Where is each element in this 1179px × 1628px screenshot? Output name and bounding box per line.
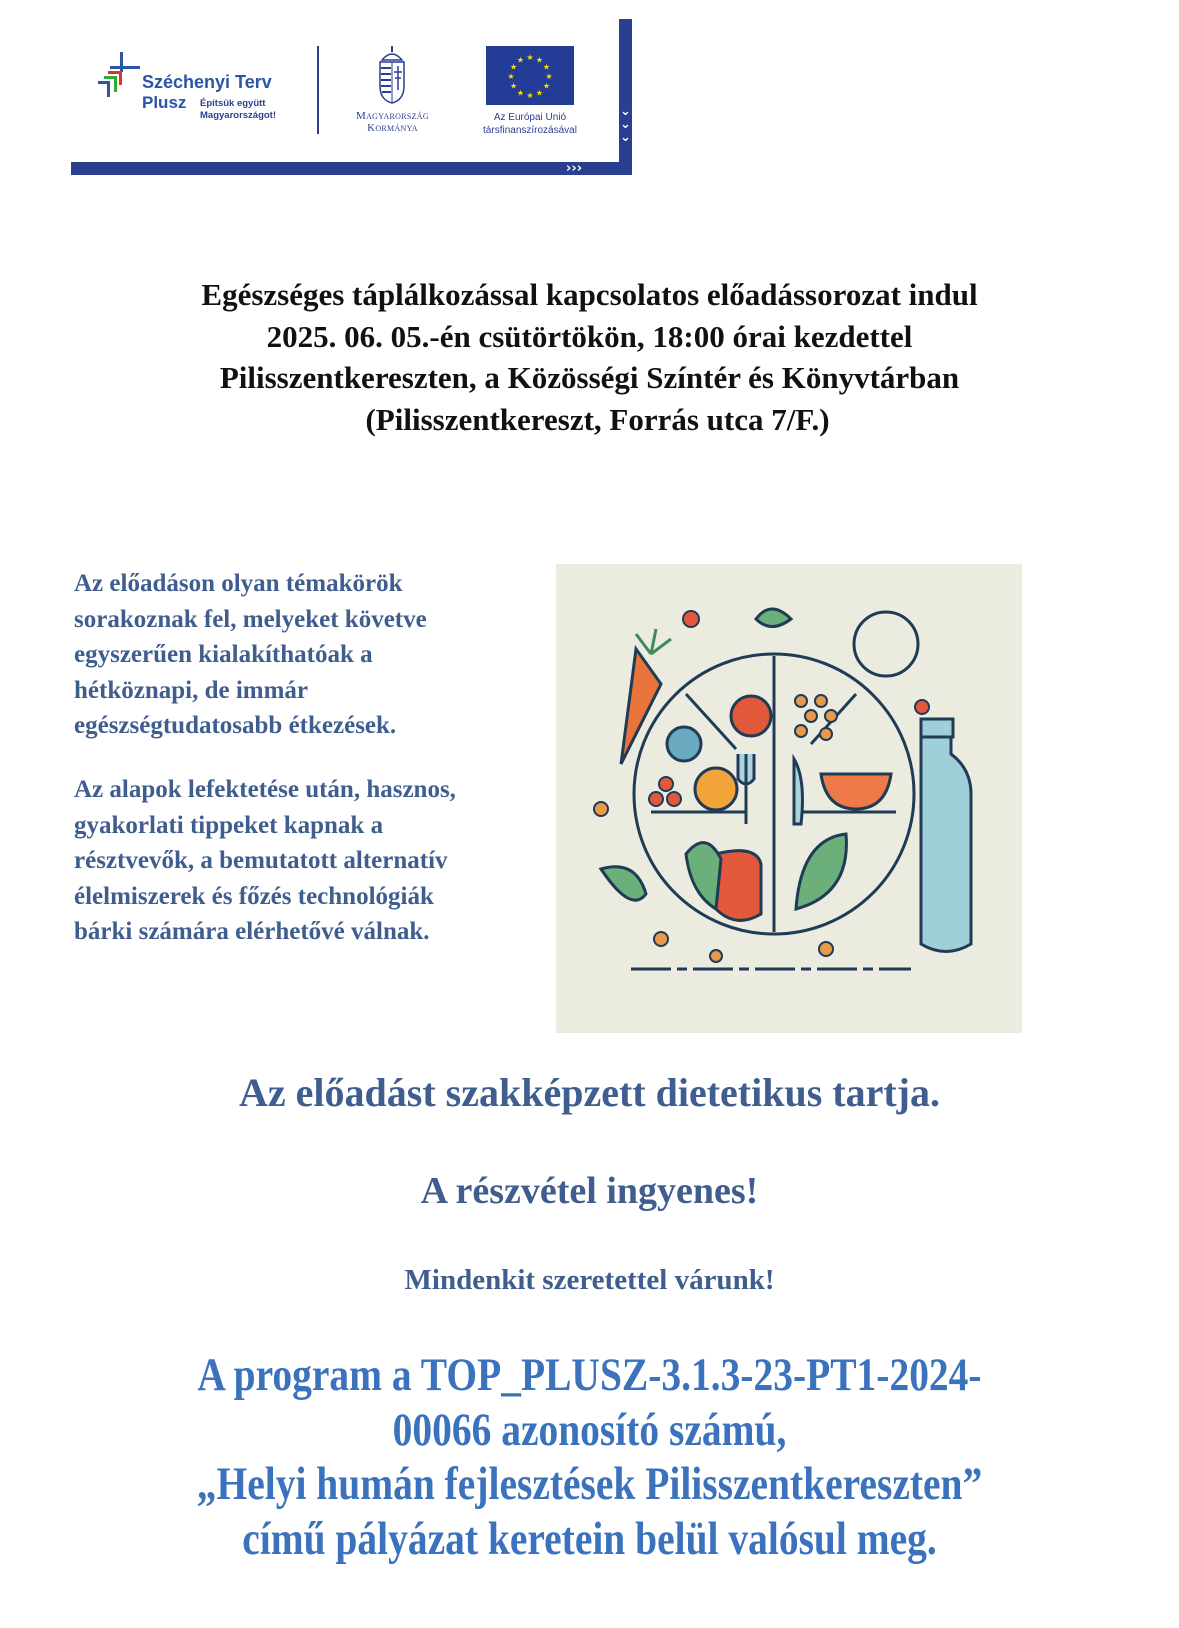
dietitian-note: Az előadást szakképzett dietetikus tartja.	[239, 1070, 940, 1115]
eu-star-icon: ★	[507, 72, 515, 81]
eu-flag-icon	[486, 46, 574, 105]
title-line: (Pilisszentkereszt, Forrás utca 7/F.)	[365, 401, 830, 437]
government-logo-text	[340, 110, 445, 134]
paragraph-line: egyszerűen kialakíthatóak a	[74, 641, 373, 668]
szechenyi-slogan	[200, 98, 276, 122]
paragraph-line: bárki számára elérhetővé válnak.	[74, 918, 430, 945]
title-line: 2025. 06. 05.-én csütörtökön, 18:00 órai kezdettel	[266, 318, 913, 354]
slogan-line: Építsük együtt	[200, 98, 266, 109]
intro-paragraph	[74, 566, 554, 744]
chevron-right-icons: ›››	[566, 161, 583, 176]
eu-star-icon: ★	[526, 91, 534, 100]
plate-icon	[556, 564, 1022, 1033]
eu-cofinance-text	[465, 111, 595, 137]
eu-star-icon: ★	[509, 62, 518, 72]
tips-paragraph	[74, 772, 554, 950]
paragraph-line: résztvevők, a bemutatott alternatív	[74, 847, 448, 874]
eu-star-icon: ★	[545, 72, 553, 81]
paragraph-line: Az alapok lefektetése után, hasznos,	[74, 776, 456, 803]
title-line: Pilisszentkereszten, a Közösségi Színtér és Könyvtárban	[219, 360, 960, 395]
paragraph-line: Az előadáson olyan témakörök	[74, 570, 403, 597]
program-line: „Helyi humán fejlesztések Pilisszentkereszten”	[196, 1458, 983, 1510]
eu-star-icon: ★	[509, 81, 518, 91]
program-line: A program a TOP_PLUSZ-3.1.3-23-PT1-2024-	[197, 1349, 982, 1401]
eu-star-icon: ★	[516, 55, 525, 65]
paragraph-line: sorakoznak fel, melyeket követve	[74, 605, 427, 633]
gov-line: Kormánya	[367, 122, 418, 134]
eu-stars	[486, 46, 574, 105]
paragraph-line: élelmiszerek és főzés technológiák	[74, 882, 434, 910]
slogan-line: Magyarországot!	[200, 110, 277, 121]
welcome-note: Mindenkit szeretettel várunk!	[404, 1264, 775, 1296]
eu-star-icon: ★	[542, 62, 551, 72]
szechenyi-logo-plus: Plusz	[142, 93, 187, 112]
eu-star-icon: ★	[542, 81, 551, 91]
paragraph-line: egészségtudatosabb étkezések.	[74, 712, 397, 739]
chevron-down-icons: ⌄ ⌄ ⌄	[620, 104, 631, 145]
eu-line: társfinanszírozásával	[483, 125, 577, 136]
eu-star-icon: ★	[526, 53, 534, 62]
paragraph-line: gyakorlati tippeket kapnak a	[74, 811, 384, 839]
header-frame-vertical	[619, 19, 632, 175]
program-funding-note	[0, 1348, 1179, 1566]
szechenyi-cross-icon	[98, 52, 142, 98]
header-frame-horizontal	[71, 162, 632, 175]
szechenyi-logo-title: Széchenyi Terv	[142, 72, 272, 92]
gov-line: Magyarország	[356, 110, 429, 122]
eu-star-icon: ★	[516, 88, 525, 98]
program-line: című pályázat keretein belül valósul meg.	[242, 1512, 937, 1565]
eu-star-icon: ★	[535, 55, 544, 65]
eu-line: Az Európai Unió	[493, 112, 567, 123]
logo-divider	[317, 46, 319, 134]
eu-star-icon: ★	[535, 88, 544, 98]
free-participation-note: A részvétel ingyenes!	[420, 1170, 759, 1212]
paragraph-line: hétköznapi, de immár	[74, 676, 309, 704]
hungarian-coat-of-arms-icon	[376, 46, 408, 104]
program-line: 00066 azonosító számú,	[392, 1403, 787, 1456]
healthy-plate-illustration	[556, 564, 1022, 1033]
title-line: Egészséges táplálkozással kapcsolatos előadássorozat indul	[201, 277, 978, 312]
event-title	[0, 274, 1179, 440]
